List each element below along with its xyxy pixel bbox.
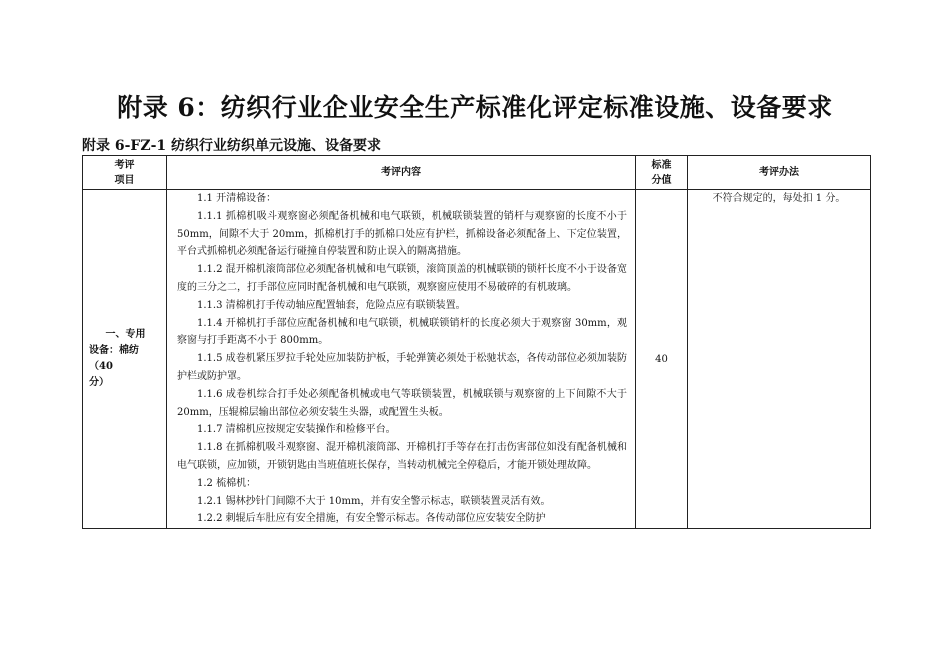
score-cell: 40 [636, 190, 688, 529]
content-paragraph: 1.1.4 开棉机打手部位应配备机械和电气联锁，机械联锁销杆的长度必须大于观察窗 30mm，观察窗与打手距离不小于 800mm。 [177, 317, 627, 347]
requirements-table [82, 155, 871, 529]
content-paragraph: 1.2 梳棉机： [197, 477, 257, 489]
header-content: 考评内容 [167, 156, 636, 190]
content-paragraph: 1.1.6 成卷机综合打手处必须配备机械或电气等联锁装置，机械联锁与观察窗的上下间隙不大于 20mm，压辊棉层输出部位必须安装生头器，或配置生头板。 [177, 388, 627, 418]
content-paragraph: 1.1.5 成卷机紧压罗拉手轮处应加装防护板，手轮弹簧必须处于松驰状态，各传动部位必须加装防护栏或防护罩。 [177, 353, 627, 382]
header-item [83, 156, 167, 190]
item-cell [83, 190, 167, 529]
content-paragraph: 1.1.2 混开棉机滚筒部位必须配备机械和电气联锁，滚筒顶盖的机械联锁的锁杆长度不小于设备宽度的三分之二，打手部位应同时配备机械和电气联锁，观察窗应使用不易破碎的有机玻璃。 [177, 264, 627, 293]
content-paragraph: 1.1.3 清棉机打手传动轴应配置轴套，危险点应有联锁装置。 [197, 299, 466, 311]
content-paragraph: 1.1.8 在抓棉机吸斗观察窗、混开棉机滚筒部、开棉机打手等存在打击伤害部位如没有配备机械和电气联锁，应加锁，开锁钥匙由当班值班长保存，当转动机械完全停稳后，才能开锁处理故障。 [177, 442, 627, 471]
content-paragraph: 1.2.1 锡林抄针门间隙不大于 10mm，并有安全警示标志，联锁装置灵活有效。 [197, 495, 551, 507]
table-header-row [83, 156, 871, 190]
header-score-line2: 分值 [651, 174, 672, 186]
content-paragraph: 1.1.7 清棉机应按规定安装操作和检修平台。 [197, 424, 396, 436]
header-score-line1: 标准 [651, 159, 672, 171]
header-method: 考评办法 [688, 156, 871, 190]
method-cell: 不符合规定的，每处扣 1 分。 [688, 190, 871, 529]
content-paragraph: 1.2.2 刺辊后车肚应有安全措施，有安全警示标志。各传动部位应安装安全防护 [197, 513, 546, 525]
content-cell [167, 190, 636, 529]
item-line: 一、专用 [105, 329, 146, 341]
content-paragraph: 1.1 开清棉设备： [197, 193, 277, 204]
item-line: 设备：棉纺（40 [89, 345, 139, 373]
item-line: 分） [89, 377, 109, 389]
page-title: 附录 6：纺织行业企业安全生产标准化评定标准设施、设备要求 [117, 93, 833, 122]
table-row [83, 190, 871, 529]
header-item-line2: 项目 [114, 174, 135, 186]
content-paragraph: 1.1.1 抓棉机吸斗观察窗必须配备机械和电气联锁，机械联锁装置的销杆与观察窗的长度不小于 50mm，间隙不大于 20mm，抓棉机打手的抓棉口处应有护栏，抓棉设备必须配备上、下定位装置，平台式抓棉机必须配备运行碰撞自停装置和防止误入的隔离措施。 [177, 210, 627, 258]
header-score [636, 156, 688, 190]
table-caption: 附录 6-FZ-1 纺织行业纺织单元设施、设备要求 [82, 138, 382, 154]
header-item-line1: 考评 [114, 159, 135, 171]
